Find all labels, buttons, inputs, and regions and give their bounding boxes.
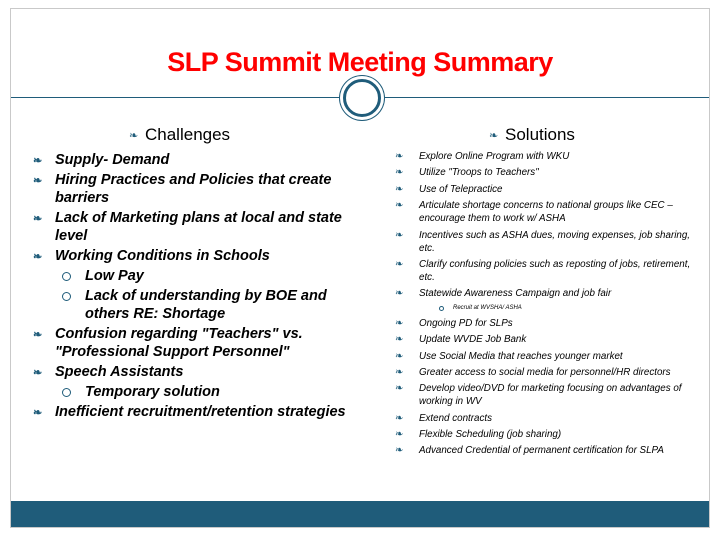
challenge-item-subitem: [25, 287, 355, 323]
challenge-item: [25, 403, 355, 421]
solution-item: [391, 183, 696, 196]
solution-item-text: Advanced Credential of permanent certification for SLPA: [419, 445, 664, 457]
leaf-bullet-icon: ❧: [395, 412, 404, 424]
circle-bullet-icon: [62, 292, 71, 301]
leaf-bullet-icon: ❧: [33, 407, 43, 419]
leaf-bullet-icon: ❧: [395, 350, 404, 362]
solution-item-text: Articulate shortage concerns to national groups like CEC – encourage them to work w/ ASHA: [419, 200, 673, 225]
solution-item: [391, 150, 696, 163]
solution-item: [391, 412, 696, 425]
leaf-bullet-icon: ❧: [395, 383, 404, 395]
slide-title: SLP Summit Meeting Summary: [167, 47, 553, 77]
challenge-item-text: Confusion regarding "Teachers" vs. "Professional Support Personnel": [55, 326, 303, 360]
solution-item: [391, 229, 696, 255]
solution-item-text: Statewide Awareness Campaign and job fair: [419, 288, 612, 300]
solution-item: [391, 287, 696, 300]
circle-bullet-icon: [62, 272, 71, 281]
challenge-item-subitem: [25, 267, 355, 285]
footer-bar: [11, 501, 709, 527]
ring-ornament-icon: [343, 79, 381, 117]
solution-item-text: Flexible Scheduling (job sharing): [419, 429, 562, 441]
challenge-item-text: Working Conditions in Schools: [55, 248, 270, 264]
leaf-bullet-icon: ❧: [395, 317, 404, 329]
leaf-bullet-icon: ❧: [395, 258, 404, 270]
solution-item-text: Develop video/DVD for marketing focusing on advantages of working in WV: [419, 383, 682, 408]
challenge-item: [25, 363, 355, 381]
solution-item-text: Explore Online Program with WKU: [419, 151, 570, 162]
leaf-bullet-icon: ❧: [395, 288, 404, 300]
leaf-bullet-icon: ❧: [395, 429, 404, 441]
solution-item-text: Extend contracts: [419, 412, 492, 424]
leaf-bullet-icon: ❧: [395, 183, 404, 195]
solution-item: [391, 366, 696, 379]
circle-bullet-icon: [62, 388, 71, 397]
leaf-bullet-icon: ❧: [395, 366, 404, 378]
leaf-bullet-icon: ❧: [395, 200, 404, 212]
solutions-list: [391, 150, 696, 461]
leaf-bullet-icon: ❧: [33, 251, 43, 263]
leaf-bullet-icon: ❧: [489, 129, 499, 142]
solution-item: [391, 199, 696, 225]
solution-item: [391, 350, 696, 363]
solution-item-text: Greater access to social media for personnel/HR directors: [419, 366, 671, 378]
challenge-item-text: Lack of Marketing plans at local and state level: [55, 210, 342, 244]
solution-item: [391, 317, 696, 330]
challenge-item-subitem: [25, 383, 355, 401]
circle-bullet-icon: [439, 306, 444, 311]
challenges-heading: [129, 125, 230, 145]
challenge-item: [25, 209, 355, 245]
challenge-item: [25, 151, 355, 169]
solution-item-text: Utilize "Troops to Teachers": [419, 167, 539, 179]
solution-item-text: Clarify confusing policies such as reposting of jobs, retirement, etc.: [419, 258, 691, 283]
solution-item: [391, 166, 696, 179]
leaf-bullet-icon: ❧: [395, 167, 404, 179]
leaf-bullet-icon: ❧: [33, 329, 43, 341]
solution-item-text: Use Social Media that reaches younger market: [419, 350, 623, 362]
challenge-item-subitem-text: Lack of understanding by BOE and others RE: Shortage: [85, 288, 327, 322]
leaf-bullet-icon: ❧: [395, 151, 404, 162]
solution-item: [391, 258, 696, 284]
leaf-bullet-icon: ❧: [395, 334, 404, 346]
challenge-item-subitem-text: Temporary solution: [85, 384, 220, 400]
leaf-bullet-icon: ❧: [33, 367, 43, 379]
solution-item: [391, 428, 696, 441]
leaf-bullet-icon: ❧: [33, 213, 43, 225]
solution-item-text: Incentives such as ASHA dues, moving expenses, job sharing, etc.: [419, 229, 691, 254]
leaf-bullet-icon: ❧: [395, 229, 404, 241]
solution-item-text: Update WVDE Job Bank: [419, 334, 527, 346]
challenge-item-text: Inefficient recruitment/retention strategies: [55, 404, 346, 420]
solutions-heading: [489, 125, 575, 145]
solution-item-subitem: [391, 304, 696, 313]
challenge-item: [25, 325, 355, 361]
leaf-bullet-icon: ❧: [33, 155, 43, 167]
challenge-item-text: Speech Assistants: [55, 364, 184, 380]
leaf-bullet-icon: ❧: [395, 445, 404, 457]
solutions-heading-text: Solutions: [505, 125, 575, 144]
leaf-bullet-icon: ❧: [129, 129, 139, 142]
challenge-item: [25, 171, 355, 207]
solution-item-text: Ongoing PD for SLPs: [419, 317, 513, 329]
solution-item: [391, 382, 696, 408]
slide: [10, 8, 710, 528]
leaf-bullet-icon: ❧: [33, 175, 43, 187]
challenges-heading-text: Challenges: [145, 125, 231, 144]
solution-item: [391, 444, 696, 457]
challenge-item-subitem-text: Low Pay: [85, 268, 144, 284]
solution-item-subitem-text: Recruit at WVSHA/ ASHA: [453, 304, 522, 311]
solution-item-text: Use of Telepractice: [419, 183, 503, 195]
challenges-list: [25, 151, 355, 423]
challenge-item: [25, 247, 355, 265]
challenge-item-text: Supply- Demand: [55, 152, 170, 168]
challenge-item-text: Hiring Practices and Policies that create barriers: [55, 172, 332, 206]
solution-item: [391, 333, 696, 346]
